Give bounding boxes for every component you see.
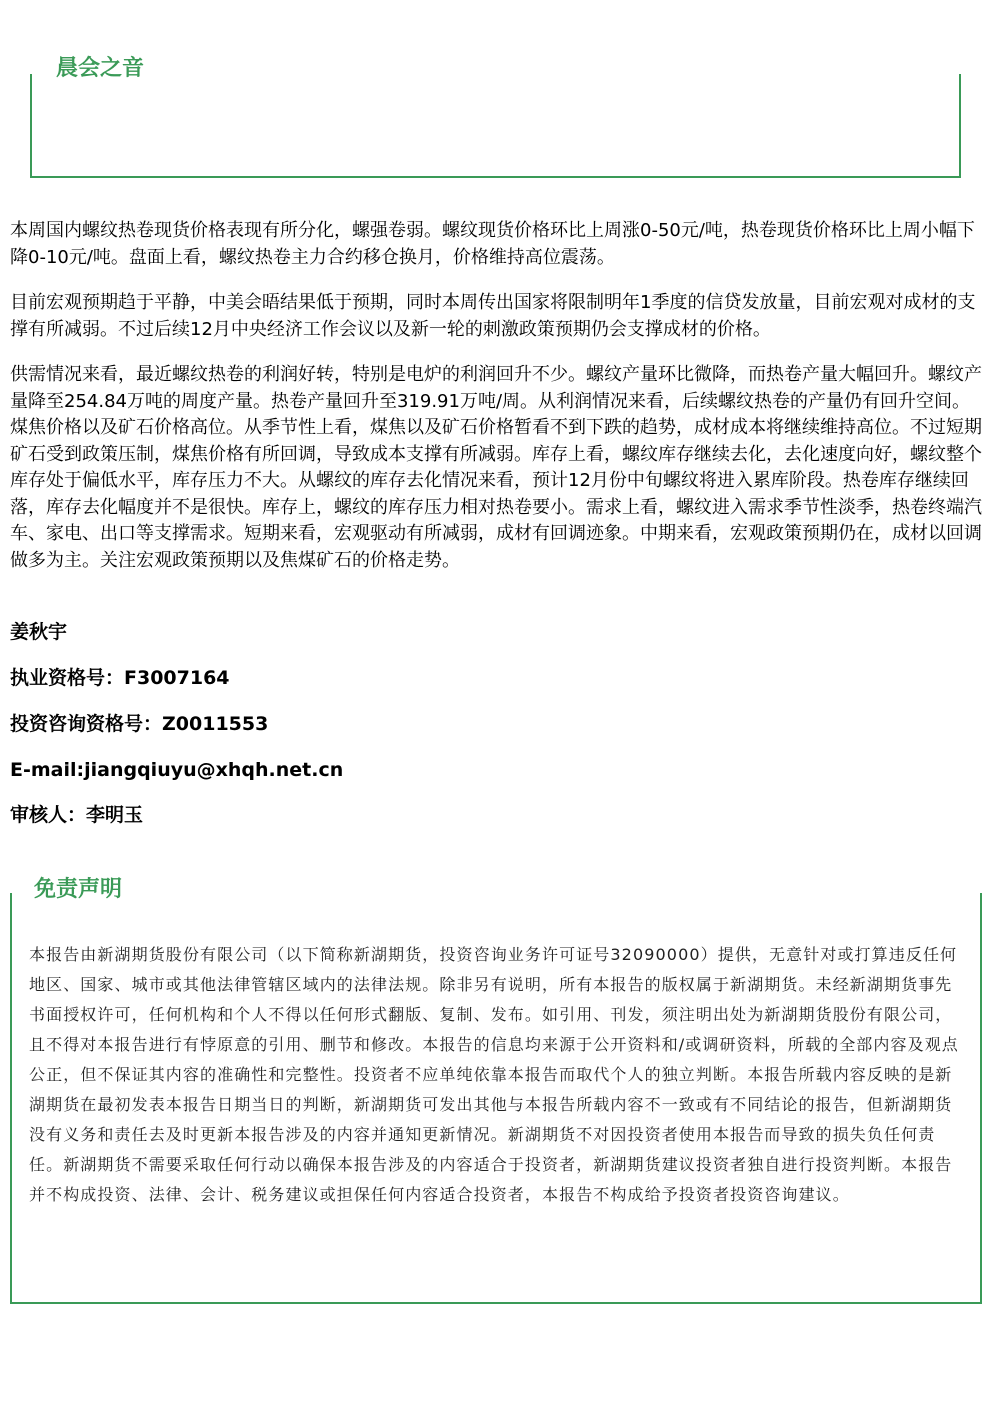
author-email: E-mail:jiangqiuyu@xhqh.net.cn [10,759,344,781]
disclaimer-text: 本报告由新湖期货股份有限公司（以下简称新湖期货，投资咨询业务许可证号32090000）提供，无意针对或打算违反任何地区、国家、城市或其他法律管辖区域内的法律法规。除非另有说明，所有本报告的版权属于新湖期货。未经新湖期货事先书面授权许可，任何机构和个人不得以任何形式翻版、复制、发布。如引用、刊发，须注明出处为新湖期货股份有限公司，且不得对本报告进行有悖原意的引用、删节和修改。本报告的信息均来源于公开资料和/或调研资料，所载的全部内容及观点公正，但不保证其内容的准确性和完整性。投资者不应单纯依靠本报告而取代个人的独立判断。本报告所载内容反映的是新湖期货在最初发表本报告日期当日的判断，新湖期货可发出其他与本报告所载内容不一致或有不同结论的报告，但新湖期货没有义务和责任去及时更新本报告涉及的内容并通知更新情况。新湖期货不对因投资者使用本报告而导致的损失负任何责任。新湖期货不需要采取任何行动以确保本报告涉及的内容适合于投资者，新湖期货建议投资者独自进行投资判断。本报告并不构成投资、法律、会计、税务建议或担保任何内容适合投资者，本报告不构成给予投资者投资咨询建议。 [29,945,959,1204]
morning-section-title: 晨会之音 [56,56,145,81]
morning-section-frame [30,74,961,178]
consulting-license-number: 投资咨询资格号：Z0011553 [10,713,269,735]
disclaimer-title: 免责声明 [34,877,123,902]
market-paragraph: 本周国内螺纹热卷现货价格表现有所分化，螺强卷弱。螺纹现货价格环比上周涨0-50元/吨，热卷现货价格环比上周小幅下降0-10元/吨。盘面上看，螺纹热卷主力合约移仓换月，价格维持高位震荡。 [10,220,975,268]
license-number: 执业资格号：F3007164 [10,667,230,689]
reviewer: 审核人：李明玉 [10,804,144,826]
author-name: 姜秋宇 [10,621,68,643]
macro-paragraph: 目前宏观预期趋于平静，中美会晤结果低于预期，同时本周传出国家将限制明年1季度的信贷发放量，目前宏观对成材的支撑有所减弱。不过后续12月中央经济工作会议以及新一轮的刺激政策预期仍会支撑成材的价格。 [10,292,976,340]
supply-demand-paragraph: 供需情况来看，最近螺纹热卷的利润好转，特别是电炉的利润回升不少。螺纹产量环比微降，而热卷产量大幅回升。螺纹产量降至254.84万吨的周度产量。热卷产量回升至319.91万吨/周。从利润情况来看，后续螺纹热卷的产量仍有回升空间。煤焦价格以及矿石价格高位。从季节性上看，煤焦以及矿石价格暂看不到下跌的趋势，成材成本将继续维持高位。不过短期矿石受到政策压制，煤焦价格有所回调，导致成本支撑有所减弱。库存上看，螺纹库存继续去化，去化速度向好，螺纹整个库存处于偏低水平，库存压力不大。从螺纹的库存去化情况来看，预计12月份中旬螺纹将进入累库阶段。热卷库存继续回落，库存去化幅度并不是很快。库存上，螺纹的库存压力相对热卷要小。需求上看，螺纹进入需求季节性淡季，热卷终端汽车、家电、出口等支撑需求。短期来看，宏观驱动有所减弱，成材有回调迹象。中期来看，宏观政策预期仍在，成材以回调做多为主。关注宏观政策预期以及焦煤矿石的价格走势。 [10,364,982,571]
